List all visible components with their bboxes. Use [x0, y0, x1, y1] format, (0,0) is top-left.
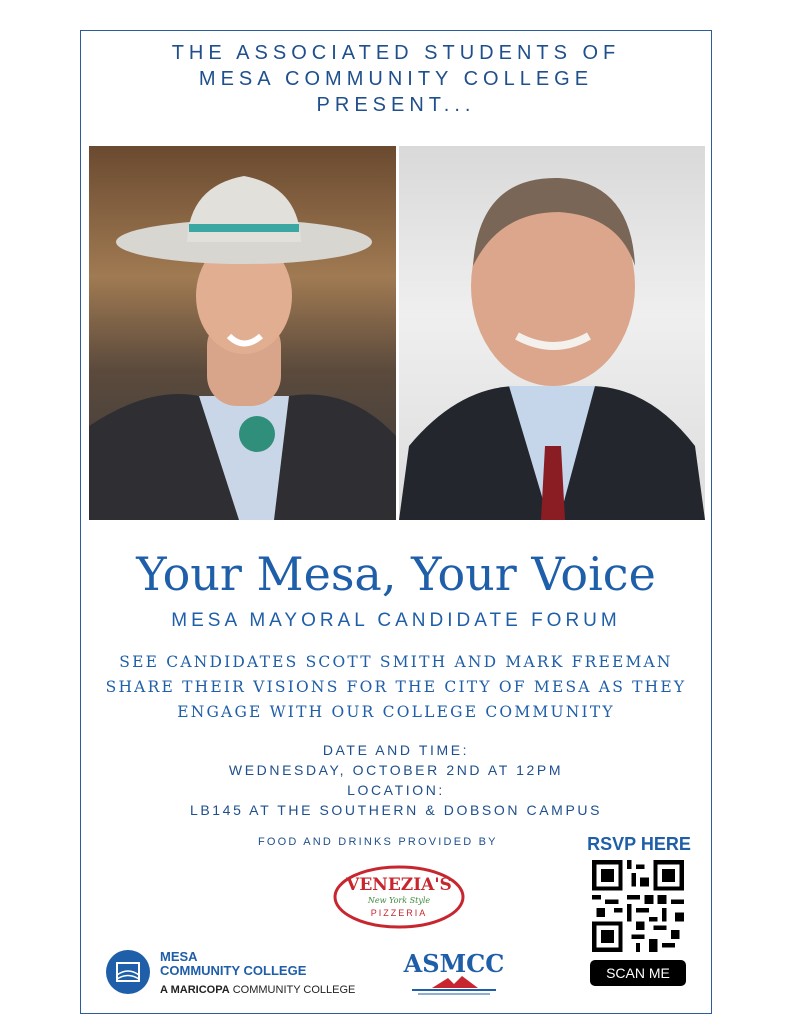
- candidate-photo-left: [89, 146, 396, 520]
- mcc-tagline-rest: COMMUNITY COLLEGE: [229, 984, 356, 996]
- location-label: LOCATION:: [347, 782, 445, 798]
- suited-candidate-illustration: [399, 146, 705, 520]
- header-line-1: THE ASSOCIATED STUDENTS OF: [171, 42, 621, 64]
- mcc-tagline: [160, 984, 355, 996]
- sponsor-type: PIZZERIA: [370, 908, 428, 918]
- description-line-1: SEE CANDIDATES SCOTT SMITH AND MARK FREEMAN: [119, 653, 673, 671]
- event-subtitle: MESA MAYORAL CANDIDATE FORUM: [171, 610, 621, 631]
- mcc-tagline-bold: A MARICOPA: [160, 984, 230, 996]
- sponsor-style: New York Style: [367, 896, 431, 905]
- candidate-photo-right: [399, 146, 706, 520]
- venezias-pizzeria-logo: [332, 864, 466, 930]
- sponsor-name: VENEZIA'S: [346, 875, 452, 895]
- mcc-badge-icon: [106, 950, 150, 994]
- event-details: [80, 740, 712, 820]
- mesa-community-college-logo: [106, 948, 366, 1000]
- scan-me-label: SCAN ME: [590, 960, 686, 986]
- candidate-photos: [89, 146, 705, 520]
- date-label: DATE AND TIME:: [322, 742, 470, 758]
- header-line-3: PRESENT...: [316, 94, 476, 116]
- date-value: WEDNESDAY, OCTOBER 2ND AT 12PM: [228, 762, 564, 778]
- asmcc-logo: [392, 946, 516, 1002]
- event-title: Your Mesa, Your Voice: [136, 547, 656, 601]
- event-description: [80, 650, 712, 725]
- description-line-3: ENGAGE WITH OUR COLLEGE COMMUNITY: [177, 703, 615, 721]
- asmcc-text: ASMCC: [403, 949, 505, 978]
- cowboy-candidate-illustration: [89, 146, 396, 520]
- food-note: FOOD AND DRINKS PROVIDED BY: [258, 836, 498, 848]
- description-line-2: SHARE THEIR VISIONS FOR THE CITY OF MESA AS THEY: [105, 678, 687, 696]
- mcc-name-line-2: COMMUNITY COLLEGE: [160, 963, 307, 978]
- location-value: LB145 AT THE SOUTHERN & DOBSON CAMPUS: [189, 802, 603, 818]
- header-line-2: MESA COMMUNITY COLLEGE: [198, 68, 594, 90]
- rsvp-qr-code[interactable]: [592, 860, 684, 952]
- rsvp-label: RSVP HERE: [587, 834, 691, 854]
- mcc-name-line-1: MESA: [160, 949, 198, 964]
- poster-header: [80, 40, 712, 118]
